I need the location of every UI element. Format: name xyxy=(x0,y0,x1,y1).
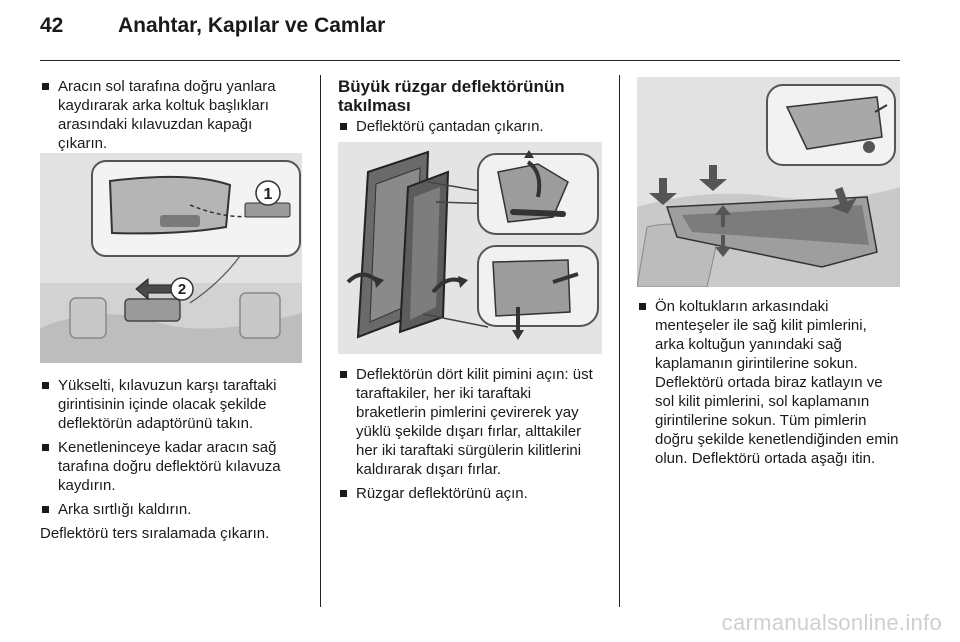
page-header xyxy=(40,14,900,48)
figure-headrest-guide xyxy=(40,153,302,363)
column-1-lower xyxy=(40,376,302,543)
header-divider xyxy=(40,60,900,61)
bullet-square-icon xyxy=(42,444,49,451)
figure-deflector-unfold xyxy=(338,142,602,354)
column-1 xyxy=(40,77,302,158)
bullet-text: Deflektörü çantadan çıkarın. xyxy=(356,118,544,135)
bullet-square-icon xyxy=(42,506,49,513)
bullet-item xyxy=(637,297,900,468)
bullet-square-icon xyxy=(639,303,646,310)
column-2 xyxy=(338,77,604,141)
page-title: Anahtar, Kapılar ve Camlar xyxy=(118,14,386,37)
bullet-item xyxy=(40,500,302,519)
bullet-square-icon xyxy=(42,382,49,389)
bullet-text: Ön koltukların arkasındaki menteşeler ile sağ kilit pimlerini, arka koltuğun yanındaki sağ kaplamanın girintilerine sokun. Deflektörü ortada biraz katlayın ve sol kilit pimlerini, sol kaplamanın girintilerine sokun. Tüm pimlerin doğru şekilde kenetlendiğinden emin olun. Deflektörü ortada aşağı itin. xyxy=(655,298,899,467)
bullet-item xyxy=(338,484,604,503)
bullet-text: Yükselti, kılavuzun karşı taraftaki girintisinin içinde olacak şekilde deflektörün adaptörünü takın. xyxy=(58,377,277,432)
bullet-text: Deflektörün dört kilit pimini açın: üst taraftakiler, her iki taraftaki braketlerin pimlerini çevirerek yay yüklü şekilde dışarı fırlar, alttakiler her iki taraftaki sürgülerin kilitlerini kaldırarak dışarı fırlar. xyxy=(356,366,593,478)
bullet-square-icon xyxy=(340,371,347,378)
column-divider-right xyxy=(619,75,620,607)
bullet-item xyxy=(40,77,302,153)
bullet-text: Aracın sol tarafına doğru yanlara kaydırarak arka koltuk başlıkları arasındaki kılavuzdan kapağı çıkarın. xyxy=(58,78,276,152)
bullet-item xyxy=(338,117,604,136)
bullet-square-icon xyxy=(340,490,347,497)
figure-deflector-install xyxy=(637,77,900,287)
bullet-square-icon xyxy=(340,123,347,130)
bullet-text: Kenetleninceye kadar aracın sağ tarafına doğru deflektörü kılavuza kaydırın. xyxy=(58,439,281,494)
bullet-square-icon xyxy=(42,83,49,90)
figure-callout-2: 2 xyxy=(177,281,187,298)
figure-callout-1: 1 xyxy=(263,186,273,203)
bullet-item xyxy=(338,365,604,479)
closing-text: Deflektörü ters sıralamada çıkarın. xyxy=(40,525,270,542)
bullet-item xyxy=(40,438,302,495)
page-number: 42 xyxy=(40,14,64,37)
column-divider-left xyxy=(320,75,321,607)
bullet-text: Rüzgar deflektörünü açın. xyxy=(356,485,528,502)
watermark: carmanualsonline.info xyxy=(721,610,942,635)
bullet-text: Arka sırtlığı kaldırın. xyxy=(58,501,192,518)
column-2-lower xyxy=(338,365,604,508)
bullet-item xyxy=(40,376,302,433)
column-3-lower xyxy=(637,297,900,473)
section-heading: Büyük rüzgar deflektörünün takılması xyxy=(338,77,565,115)
